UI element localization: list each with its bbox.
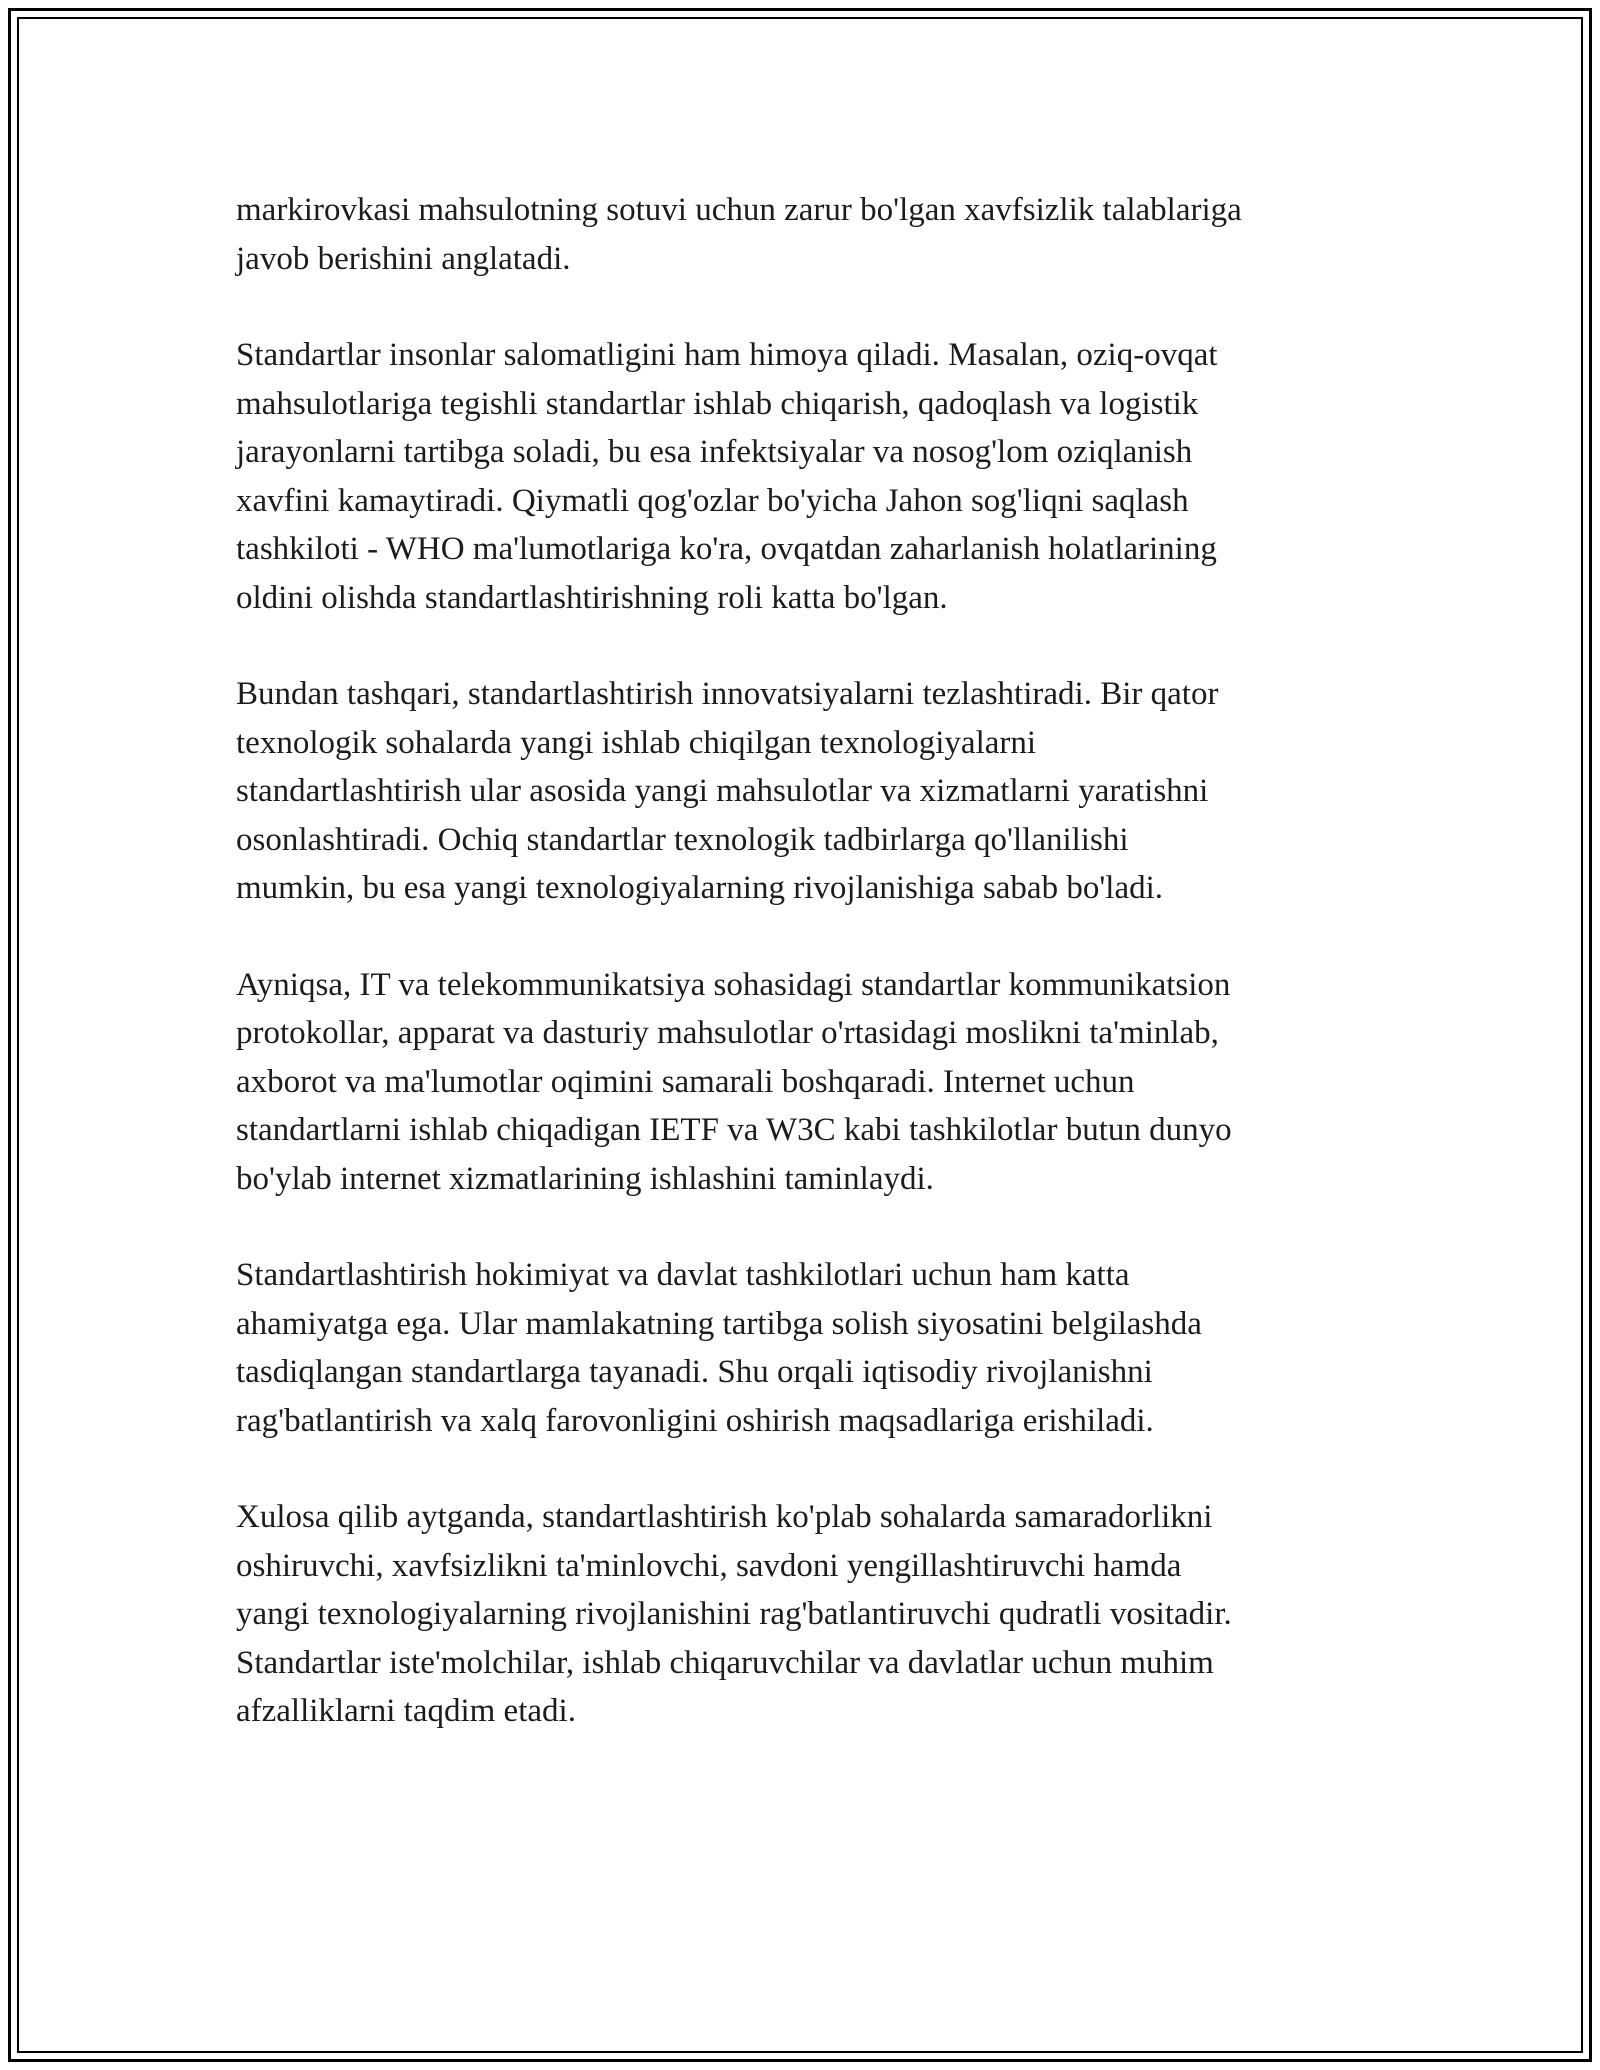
- paragraph-3: Bundan tashqari, standartlashtirish innovatsiyalarni tezlashtiradi. Bir qator texnologik sohalarda yangi ishlab chiqilgan texnologiyalarni standartlashtirish ular asosida yangi mahsulotlar va xizmatlarni yaratishni osonlashtiradi. Ochiq standartlar texnologik tadbirlarga qo'llanilishi mumkin, bu esa yangi texnologiyalarning rivojlanishiga sabab bo'ladi.: [236, 676, 1219, 906]
- paragraph-1: markirovkasi mahsulotning sotuvi uchun zarur bo'lgan xavfsizlik talablariga javob berishini anglatadi.: [236, 192, 1242, 277]
- paragraph-4: Ayniqsa, IT va telekommunikatsiya sohasidagi standartlar kommunikatsion protokollar, apparat va dasturiy mahsulotlar o'rtasidagi moslikni ta'minlab, axborot va ma'lumotlar oqimini samarali boshqaradi. Internet uchun standartlarni ishlab chiqadigan IETF va W3C kabi tashkilotlar butun dunyo bo'ylab internet xizmatlarining ishlashini taminlaydi.: [236, 966, 1232, 1197]
- document-body: [236, 186, 1376, 1784]
- paragraph-6: Xulosa qilib aytganda, standartlashtirish ko'plab sohalarda samaradorlikni oshiruvchi, xavfsizlikni ta'minlovchi, savdoni yengillashtiruvchi hamda yangi texnologiyalarning rivojlanishini rag'batlantiruvchi qudratli vositadir. Standartlar iste'molchilar, ishlab chiqaruvchilar va davlatlar uchun muhim afzalliklarni taqdim etadi.: [236, 1499, 1232, 1729]
- paragraph-5: Standartlashtirish hokimiyat va davlat tashkilotlari uchun ham katta ahamiyatga ega. Ular mamlakatning tartibga solish siyosatini belgilashda tasdiqlangan standartlarga tayanadi. Shu orqali iqtisodiy rivojlanishni rag'batlantirish va xalq farovonligini oshirish maqsadlariga erishiladi.: [236, 1257, 1202, 1439]
- paragraph-2: Standartlar insonlar salomatligini ham himoya qiladi. Masalan, oziq-ovqat mahsulotlariga tegishli standartlar ishlab chiqarish, qadoqlash va logistik jarayonlarni tartibga soladi, bu esa infektsiyalar va nosog'lom oziqlanish xavfini kamaytiradi. Qiymatli qog'ozlar bo'yicha Jahon sog'liqni saqlash tashkiloti - WHO ma'lumotlariga ko'ra, ovqatdan zaharlanish holatlarining oldini olishda standartlashtirishning roli katta bo'lgan.: [236, 337, 1218, 616]
